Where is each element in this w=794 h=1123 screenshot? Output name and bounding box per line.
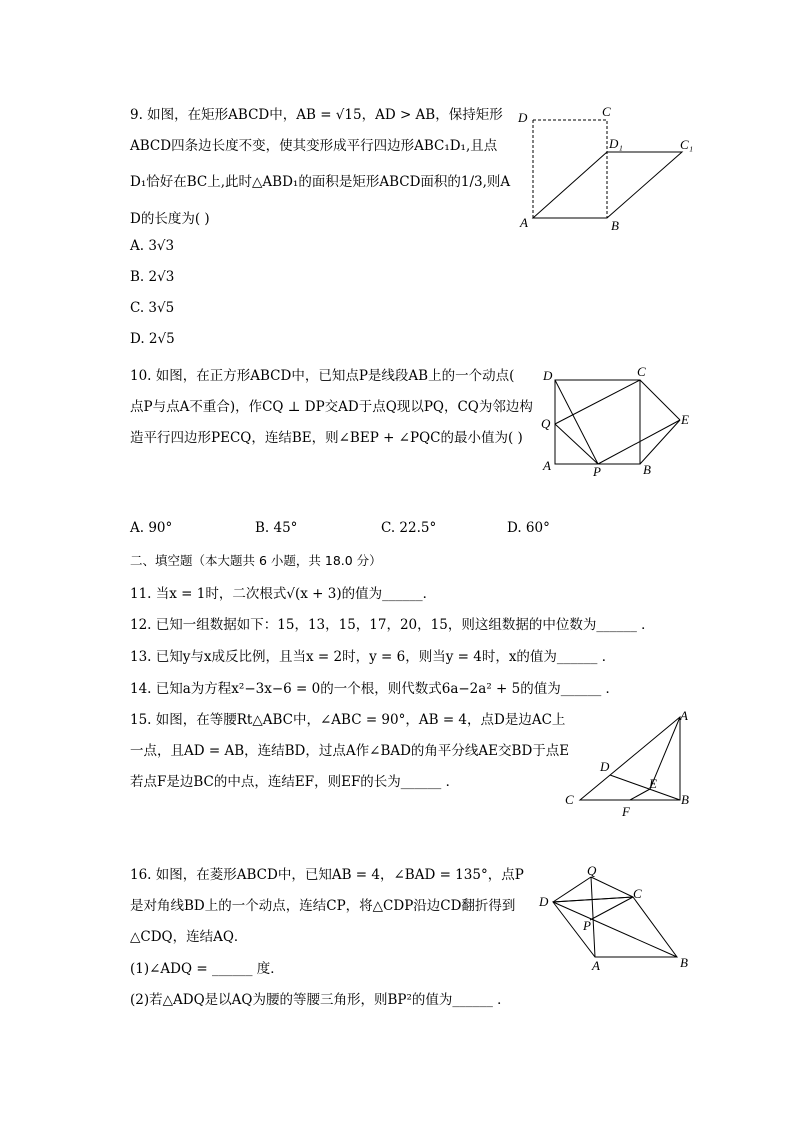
q10-option-b: B. 45° xyxy=(255,520,298,536)
q9-line4: D的长度为( ) xyxy=(130,211,210,227)
q10-line2: 点P与点A不重合)，作CQ ⊥ DP交AD于点Q现以PQ，CQ为邻边构 xyxy=(130,399,533,415)
q10-label-Q: Q xyxy=(541,416,551,431)
q9-option-c: C. 3√5 xyxy=(130,300,175,316)
q15-line3: 若点F是边BC的中点，连结EF，则EF的长为______ ． xyxy=(130,774,460,790)
q12-text: 12. 已知一组数据如下：15，13，15，17，20，15，则这组数据的中位数为______ ． xyxy=(130,617,655,633)
q11-text: 11. 当x = 1时，二次根式√(x + 3)的值为______． xyxy=(130,586,437,602)
q9-line3: D₁恰好在BC上,此时△ABD₁的面积是矩形ABCD面积的1/3,则A xyxy=(130,174,511,190)
q16-line3: △CDQ，连结AQ． xyxy=(130,929,248,945)
q10-label-B: B xyxy=(643,462,651,477)
q15-line1: 15. 如图，在等腰Rt△ABC中，∠ABC = 90°，AB = 4，点D是边AC上 xyxy=(130,712,566,728)
q10-label-A: A xyxy=(543,458,551,473)
q16-label-C: C xyxy=(633,886,642,901)
q16-line2: 是对角线BD上的一个动点，连结CP，将△CDP沿边CD翻折得到 xyxy=(130,898,516,914)
q10-option-d: D. 60° xyxy=(507,520,550,536)
q9-line2: ABCD四条边长度不变，使其变形成平行四边形ABC₁D₁,且点 xyxy=(130,138,498,154)
q10-option-a: A. 90° xyxy=(130,520,173,536)
q9-label-D1: D₁ xyxy=(609,136,623,151)
q10-line3: 造平行四边形PECQ，连结BE，则∠BEP + ∠PQC的最小值为( ) xyxy=(130,430,523,446)
q15-line2: 一点，且AD = AB，连结BD，过点A作∠BAD的角平分线AE交BD于点E xyxy=(130,743,570,759)
q16-figure xyxy=(535,862,700,974)
q15-label-B: B xyxy=(681,792,689,807)
q15-label-A: A xyxy=(680,708,688,723)
q10-label-C: C xyxy=(637,364,646,379)
q16-line1: 16. 如图，在菱形ABCD中，已知AB = 4，∠BAD = 135°，点P xyxy=(130,867,524,883)
q16-sub1: (1)∠ADQ = ______ 度． xyxy=(130,961,284,977)
q15-label-D: D xyxy=(600,759,610,774)
q9-label-A: A xyxy=(520,215,528,230)
q9-line1: 9. 如图，在矩形ABCD中，AB = √15，AD > AB，保持矩形 xyxy=(130,107,503,123)
q9-label-B: B xyxy=(611,218,619,233)
q9-option-a: A. 3√3 xyxy=(130,238,175,254)
q9-label-D: D xyxy=(518,110,528,125)
q13-text: 13. 已知y与x成反比例，且当x = 2时，y = 6，则当y = 4时，x的值为______ ． xyxy=(130,649,616,665)
q16-label-D: D xyxy=(539,894,549,909)
q9-option-d: D. 2√5 xyxy=(130,331,175,347)
q15-label-E: E xyxy=(649,776,657,791)
q16-label-P: P xyxy=(583,918,591,933)
q9-option-b: B. 2√3 xyxy=(130,269,175,285)
q15-label-C: C xyxy=(565,792,574,807)
q10-figure xyxy=(535,362,695,482)
q15-figure xyxy=(560,705,705,823)
q10-line1: 10. 如图，在正方形ABCD中，已知点P是线段AB上的一个动点( xyxy=(130,368,515,384)
q10-label-P: P xyxy=(593,464,601,479)
q14-text: 14. 已知a为方程x²−3x−6 = 0的一个根，则代数式6a−2a² + 5的值为______ ． xyxy=(130,681,620,697)
q9-figure xyxy=(510,100,700,235)
q10-label-D: D xyxy=(543,368,553,383)
q10-label-E: E xyxy=(681,412,689,427)
q9-label-C: C xyxy=(602,104,611,119)
section-heading: 二、填空题（本大题共 6 小题，共 18.0 分） xyxy=(130,553,382,568)
q16-label-Q: Q xyxy=(587,863,597,878)
q16-label-B: B xyxy=(680,955,688,970)
q10-option-c: C. 22.5° xyxy=(381,520,437,536)
q16-sub2: (2)若△ADQ是以AQ为腰的等腰三角形，则BP²的值为______ ． xyxy=(130,992,511,1008)
q15-label-F: F xyxy=(622,804,630,819)
q16-label-A: A xyxy=(592,958,600,973)
q9-label-C1: C₁ xyxy=(680,137,694,152)
